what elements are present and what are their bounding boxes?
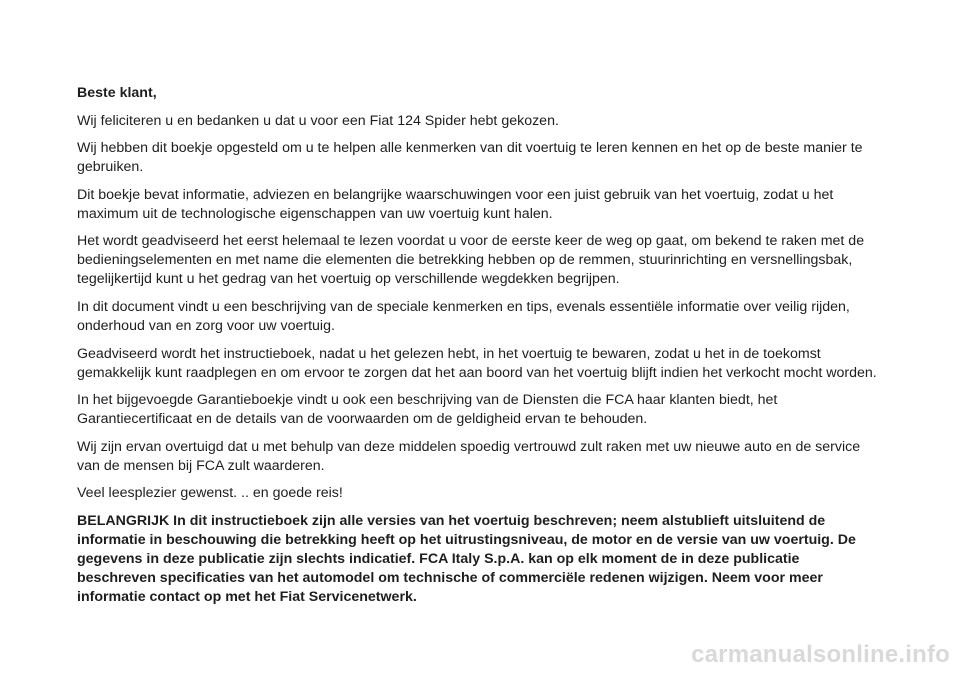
paragraph-contents: Dit boekje bevat informatie, adviezen en belangrijke waarschuwingen voor een juist gebruik van het voertuig, zodat u het maximum uit de technologische eigenschappen van uw voertuig kunt halen. (77, 186, 834, 222)
paragraph-confidence: Wij zijn ervan overtuigd dat u met behulp van deze middelen spoedig vertrouwd zult raken met uw nieuwe auto en de service van de mensen bij FCA zult waarderen. (77, 438, 861, 474)
greeting: Beste klant, (77, 85, 157, 101)
paragraph-closing: Veel leesplezier gewenst. .. en goede reis! (77, 485, 343, 502)
paragraph-read-first: Het wordt geadviseerd het eerst helemaal te lezen voordat u voor de eerste keer de weg op gaat, om bekend te raken met de bedieningselementen en met name die elementen die betrekking hebben op de remmen, stuurinrichting en versnellingsbak, tegelijkertijd kunt u het gedrag van het voertuig op verschillende wegdekken begrijpen. (77, 233, 865, 288)
paragraph-congratulations: Wij feliciteren u en bedanken u dat u voor een Fiat 124 Spider hebt gekozen. (77, 112, 559, 129)
important-notice: BELANGRIJK In dit instructieboek zijn alle versies van het voertuig beschreven; neem alstublieft uitsluitend de informatie in beschouwing die betrekking heeft op het uitrustingsniveau, de motor en de versie van uw voertuig. De gegevens in deze publicatie zijn slechts indicatief. FCA Italy S.p.A. kan op elk moment de in deze publicatie beschreven specificaties van het automodel om technische of commerciële redenen wijzigen. Neem voor meer informatie contact op met het Fiat Servicenetwerk. (77, 512, 856, 605)
document-body (77, 84, 877, 616)
paragraph-warranty: In het bijgevoegde Garantieboekje vindt u ook een beschrijving van de Diensten die FCA haar klanten biedt, het Garantiecertificaat en de details van de voorwaarden om de geldigheid ervan te behouden. (77, 392, 778, 428)
paragraph-keep-in-vehicle: Geadviseerd wordt het instructieboek, nadat u het gelezen hebt, in het voertuig te bewaren, zodat u het in de toekomst gemakkelijk kunt raadplegen en om ervoor te zorgen dat het aan boord van het voertuig blijft indien het verkocht mocht worden. (77, 345, 877, 381)
paragraph-description: In dit document vindt u een beschrijving van de speciale kenmerken en tips, evenals essentiële informatie over veilig rijden, onderhoud van en zorg voor uw voertuig. (77, 298, 850, 334)
paragraph-purpose: Wij hebben dit boekje opgesteld om u te helpen alle kenmerken van dit voertuig te leren kennen en het op de beste manier te gebruiken. (77, 140, 863, 176)
watermark: carmanualsonline.info (691, 641, 950, 668)
